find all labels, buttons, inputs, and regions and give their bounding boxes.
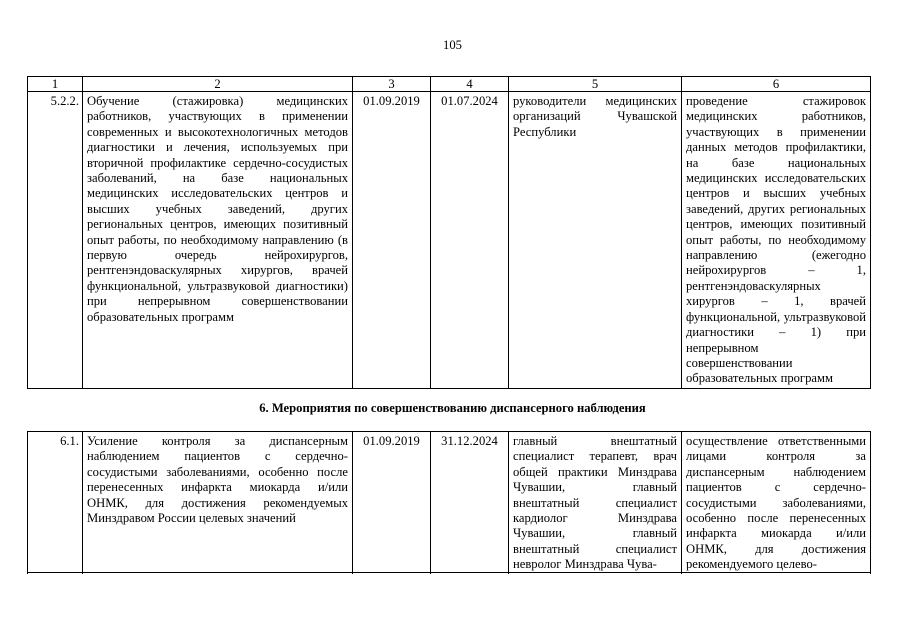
row-number: 6.1. <box>28 432 83 574</box>
result-cell: проведение стажировок медицинских работников, участвующих в применении данных методов профилактики, на базе национальных медицинских исследовательских центров и высших учебных заведений, других региональных центров, имеющих позитивный опыт работы, по необходимому направлению (ежегодно нейрохирургов – 1, рентгенэндоваскулярных хирургов – 1, врачей функциональной, ультразвуковой диагностики – 1) при непрерывном совершенствовании образовательных программ <box>682 92 871 389</box>
responsible-cell: главный внештатный специалист терапевт, врач общей практики Минздрава Чувашии, главный внештатный специалист кардиолог Минздрава Чувашии, главный внештатный специалист невролог Минздрава Чува- <box>509 432 682 574</box>
start-date-cell: 01.09.2019 <box>353 92 431 389</box>
result-cell: осуществление ответственными лицами контроля за диспансерным наблюдением пациентов с сердечно-сосудистыми заболеваниями, особенно после перенесенных инфаркта миокарда и/или ОНМК, для достижения рекомендуемого целево- <box>682 432 871 574</box>
column-number-3: 3 <box>353 77 431 92</box>
column-number-row <box>28 77 871 92</box>
column-number-6: 6 <box>682 77 871 92</box>
activities-table-bottom <box>27 431 871 574</box>
table-row <box>28 432 871 574</box>
row-number: 5.2.2. <box>28 92 83 389</box>
column-number-4: 4 <box>431 77 509 92</box>
section-heading: 6. Мероприятия по совершенствованию диспансерного наблюдения <box>259 401 646 415</box>
end-date-cell: 01.07.2024 <box>431 92 509 389</box>
page-number: 105 <box>443 38 462 52</box>
end-date-cell: 31.12.2024 <box>431 432 509 574</box>
responsible-cell: руководители медицинских организаций Чувашской Республики <box>509 92 682 389</box>
column-number-1: 1 <box>28 77 83 92</box>
table-bottom-rule <box>27 572 870 573</box>
activity-cell: Обучение (стажировка) медицинских работников, участвующих в применении современных и высокотехнологичных методов диагностики и лечения, используемых при вторичной профилактике сердечно-сосудистых заболеваний, на базе национальных медицинских исследовательских центров и высших учебных заведений, других региональных центров, имеющих позитивный опыт работы, по необходимому направлению (в первую очередь нейрохирургов, рентгенэндоваскулярных хирургов, врачей функциональной, ультразвуковой диагностики) при непрерывном совершенствовании образовательных программ <box>83 92 353 389</box>
activities-table-top <box>27 76 871 389</box>
table-row <box>28 92 871 389</box>
activity-cell: Усиление контроля за диспансерным наблюдением пациентов с сердечно-сосудистыми заболеваниями, особенно после перенесенных инфаркта миокарда и/или ОНМК, для достижения рекомендуемых Минздравом России целевых значений <box>83 432 353 574</box>
column-number-2: 2 <box>83 77 353 92</box>
column-number-5: 5 <box>509 77 682 92</box>
start-date-cell: 01.09.2019 <box>353 432 431 574</box>
